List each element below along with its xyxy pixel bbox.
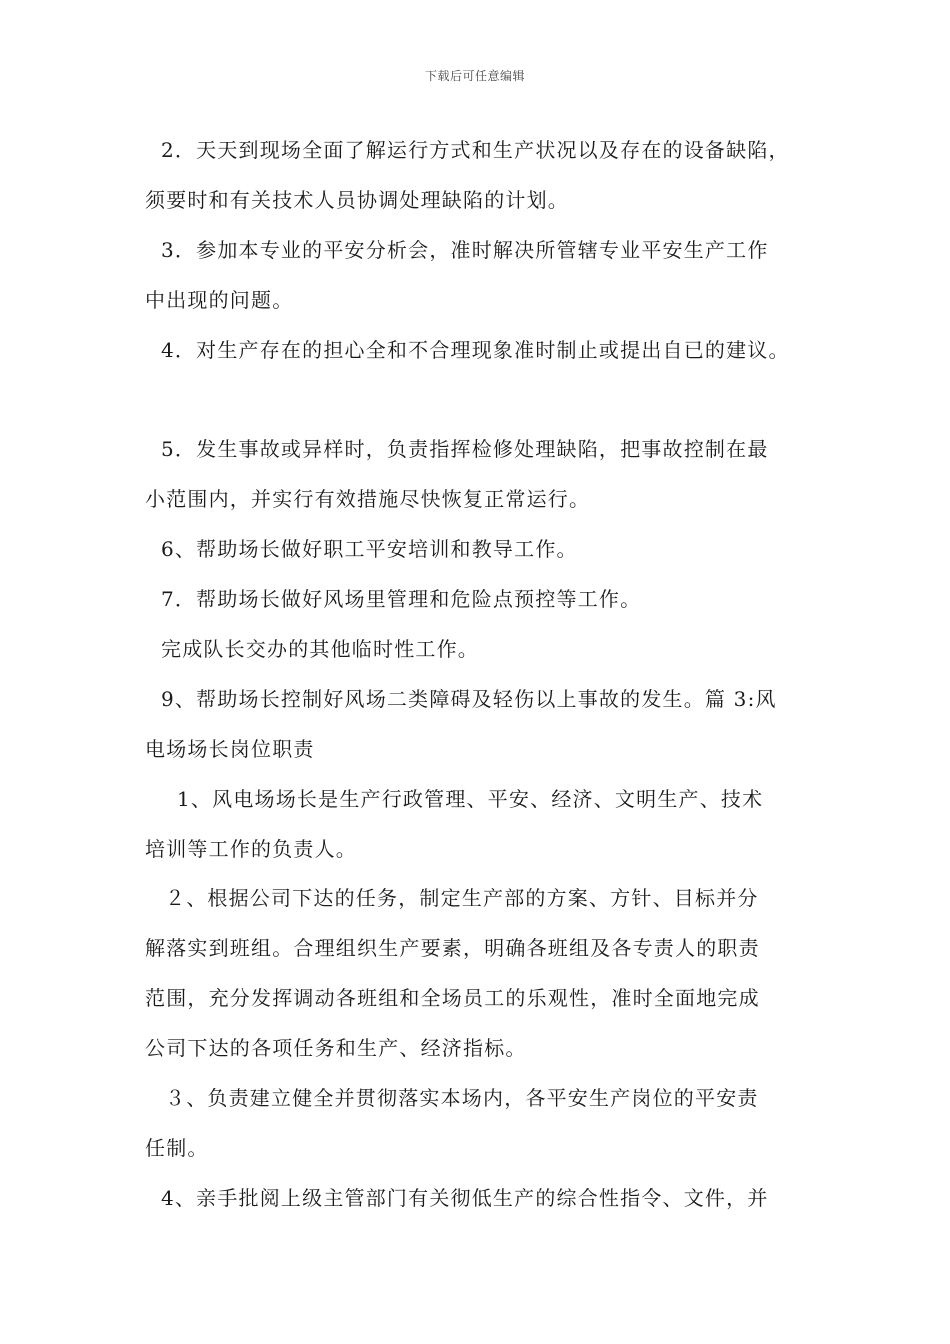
text-line: 6、帮助场长做好职工平安培训和教导工作。 bbox=[161, 537, 578, 561]
text-line: 培训等工作的负责人。 bbox=[145, 837, 357, 861]
text-line: 须要时和有关技术人员协调处理缺陷的计划。 bbox=[145, 188, 569, 212]
text-line: 小范围内，并实行有效措施尽快恢复正常运行。 bbox=[145, 487, 591, 511]
text-line: 7．帮助场长做好风场里管理和危险点预控等工作。 bbox=[161, 587, 642, 611]
text-line: 解落实到班组。合理组织生产要素，明确各班组及各专责人的职责 bbox=[145, 936, 760, 960]
text-line: 中出现的问题。 bbox=[145, 288, 294, 312]
text-line: 范围，充分发挥调动各班组和全场员工的乐观性，准时全面地完成 bbox=[145, 986, 760, 1010]
text-line: 1、风电场场长是生产行政管理、平安、经济、文明生产、技术 bbox=[177, 787, 764, 811]
text-line: 5．发生事故或异样时，负责指挥检修处理缺陷，把事故控制在最 bbox=[161, 437, 769, 461]
text-line: ３、负责建立健全并贯彻落实本场内，各平安生产岗位的平安责 bbox=[165, 1086, 759, 1110]
text-line: ２、根据公司下达的任务，制定生产部的方案、方针、目标并分 bbox=[165, 886, 759, 910]
text-line: 电场场长岗位职责 bbox=[145, 737, 315, 761]
text-line: 公司下达的各项任务和生产、经济指标。 bbox=[145, 1036, 527, 1060]
text-line: 2．天天到现场全面了解运行方式和生产状况以及存在的设备缺陷， bbox=[161, 138, 790, 162]
text-line: 任制。 bbox=[145, 1136, 209, 1160]
page-header: 下载后可任意编辑 bbox=[424, 69, 525, 83]
text-line: 4、亲手批阅上级主管部门有关彻低生产的综合性指令、文件，并 bbox=[161, 1186, 769, 1210]
text-line: 4．对生产存在的担心全和不合理现象准时制止或提出自已的建议。 bbox=[161, 338, 790, 362]
text-line: 9、帮助场长控制好风场二类障碍及轻伤以上事故的发生。篇 3:风 bbox=[161, 687, 777, 711]
text-line: 3．参加本专业的平安分析会，准时解决所管辖专业平安生产工作 bbox=[161, 238, 769, 262]
text-line: 完成队长交办的其他临时性工作。 bbox=[161, 637, 479, 661]
